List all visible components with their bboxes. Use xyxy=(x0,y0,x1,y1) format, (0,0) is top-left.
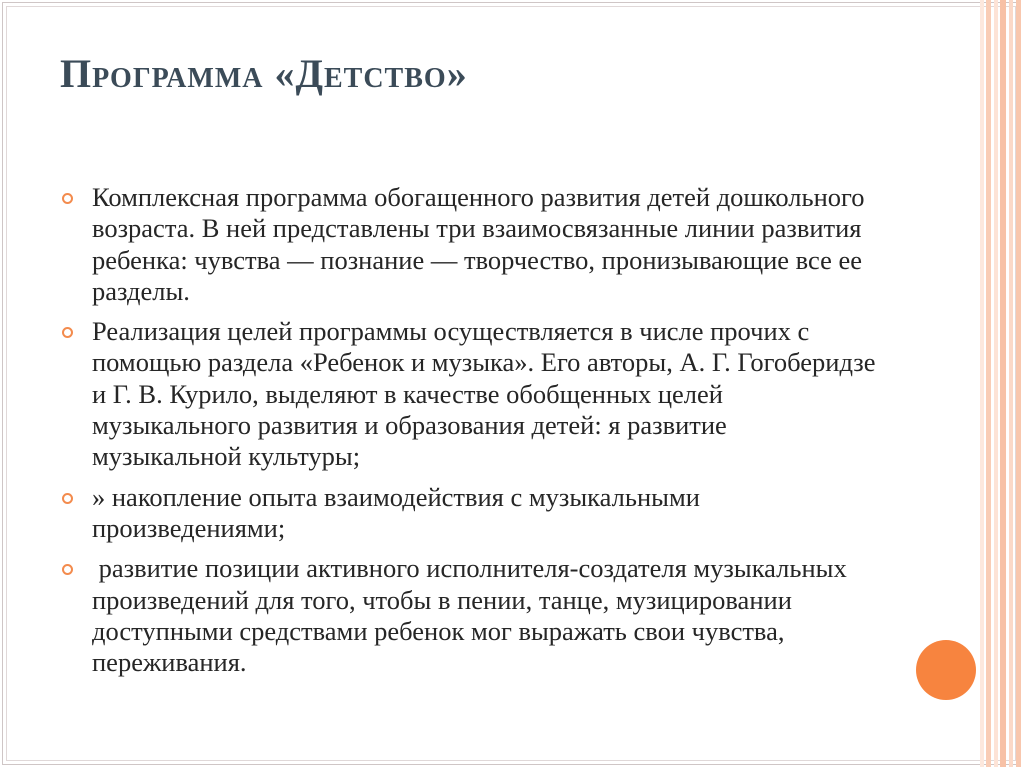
list-item-text: Комплексная программа обогащенного развития детей дошкольного возраста. В ней представлены три взаимосвязанные линии развития ребенка: чувства — познание — творчество, пронизывающие все ее разделы. xyxy=(92,182,865,306)
list-item-text: » накопление опыта взаимодействия с музыкальными произведениями; xyxy=(92,481,700,543)
list-item-text: развитие позиции активного исполнителя-создателя музыкальных произведений для того, чтобы в пении, танце, музицировании доступными средствами ребенок мог выражать свои чувства, переживания. xyxy=(92,553,854,678)
stripe xyxy=(980,0,984,767)
stripe xyxy=(1009,0,1013,767)
decorative-stripes xyxy=(980,0,1024,767)
list-item xyxy=(62,182,877,307)
list-item xyxy=(62,316,877,472)
slide-title: Программа «Детство» xyxy=(60,51,468,96)
bullet-icon xyxy=(62,493,73,504)
stripe xyxy=(986,0,991,767)
bullet-list xyxy=(62,182,877,687)
list-item xyxy=(62,482,877,545)
stripe xyxy=(994,0,998,767)
list-item-text: Реализация целей программы осуществляется в числе прочих с помощью раздела «Ребенок и музыка». Его авторы, А. Г. Гогоберидзе и Г. В. Курило, выделяют в качестве обобщенных целей музыкального развития и образования детей: я развитие музыкальной культуры; xyxy=(92,316,876,472)
decorative-circle xyxy=(916,640,976,700)
stripe xyxy=(1000,0,1006,767)
stripe xyxy=(1016,0,1021,767)
bullet-icon xyxy=(62,193,73,204)
list-item xyxy=(62,553,877,678)
bullet-icon xyxy=(62,327,73,338)
bullet-icon xyxy=(62,564,73,575)
